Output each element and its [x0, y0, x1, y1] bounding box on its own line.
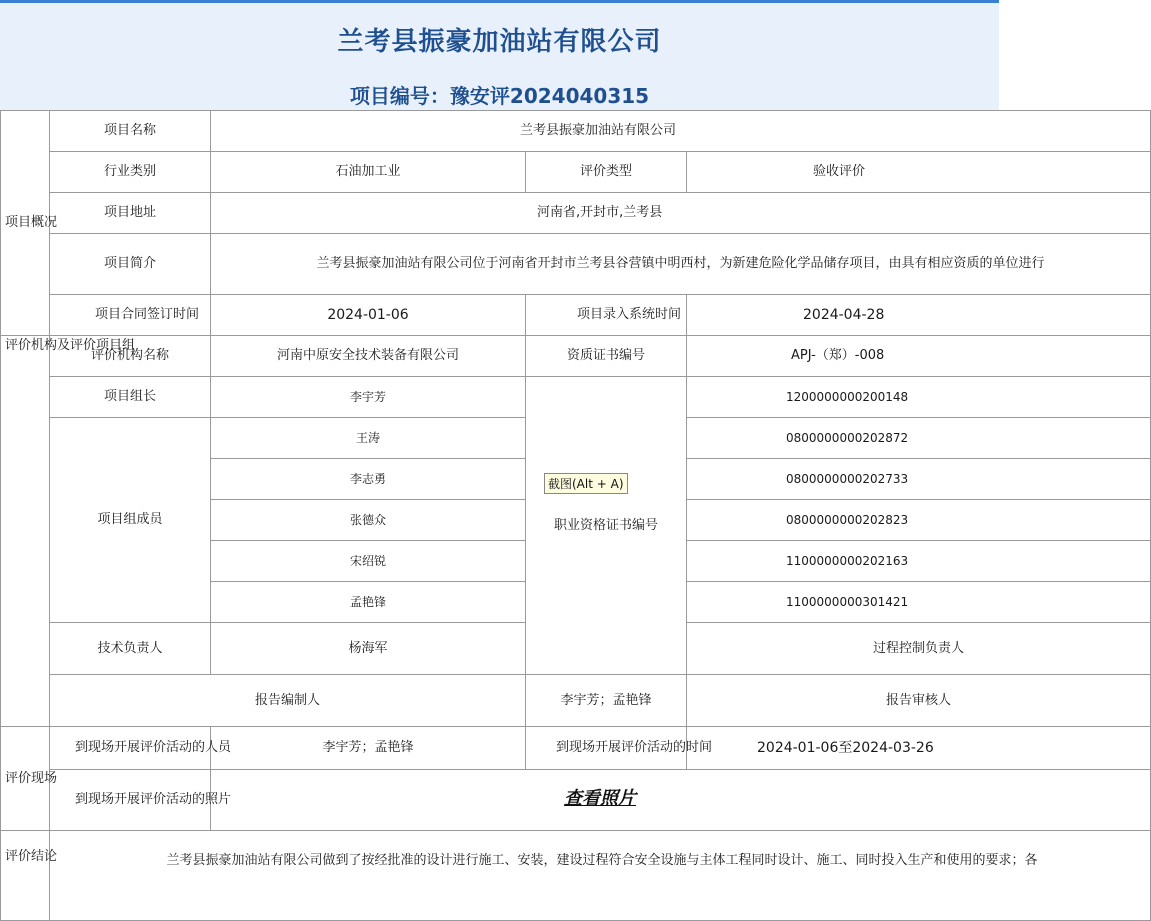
org-name-value: 河南中原安全技术装备有限公司: [211, 336, 526, 377]
project-number: 项目编号：豫安评2024040315: [349, 84, 650, 108]
site-people-value: 李宇芳；孟艳锋: [211, 727, 526, 770]
site-time-value: 2024-01-06至2024-03-26: [687, 727, 1151, 770]
member-cert: 0800000000202823: [687, 500, 1151, 541]
cert-value: APJ-（郑）-008: [687, 336, 1151, 377]
member-name: 孟艳锋: [211, 582, 526, 623]
org-name-label: 评价机构名称: [50, 336, 211, 377]
member-name: 宋绍锐: [211, 541, 526, 582]
tech-lead-value: 杨海军: [211, 623, 526, 675]
address-value: 河南省,开封市,兰考县: [211, 193, 1151, 234]
report-author-label: 报告编制人: [50, 675, 526, 727]
cert-label: 资质证书编号: [526, 336, 687, 377]
eval-type-value: 验收评价: [687, 152, 1151, 193]
member-cert: 1100000000301421: [687, 582, 1151, 623]
members-label: 项目组成员: [50, 418, 211, 623]
company-title: 兰考县振豪加油站有限公司: [337, 27, 662, 57]
member-cert: 1100000000202163: [687, 541, 1151, 582]
view-photos-link[interactable]: 查看照片: [564, 788, 636, 809]
page-header: [0, 0, 999, 110]
section-site: 评价现场: [1, 727, 50, 831]
conclusion-text: 兰考县振豪加油站有限公司做到了按经批准的设计进行施工、安装，建设过程符合安全设施与主体工程同时设计、施工、同时投入生产和使用的要求；各: [50, 831, 1151, 921]
member-cert: 0800000000202733: [687, 459, 1151, 500]
summary-value: 兰考县振豪加油站有限公司位于河南省开封市兰考县谷营镇中明西村，为新建危险化学品储存项目，由具有相应资质的单位进行: [211, 234, 1151, 295]
address-label: 项目地址: [50, 193, 211, 234]
leader-cert: 1200000000200148: [687, 377, 1151, 418]
contract-time-value: 2024-01-06: [211, 295, 526, 336]
leader-name: 李宇芳: [211, 377, 526, 418]
entry-time-label-text: 项目录入系统时间: [577, 307, 682, 322]
site-photo-label-text: 到现场开展评价活动的照片: [75, 792, 232, 807]
summary-label: 项目简介: [50, 234, 211, 295]
site-people-label: [50, 727, 232, 770]
entry-time-value: 2024-04-28: [687, 295, 1151, 336]
industry-label: 行业类别: [50, 152, 211, 193]
leader-label: 项目组长: [50, 377, 211, 418]
member-name: 李志勇: [211, 459, 526, 500]
screenshot-tooltip: 截图(Alt + A): [544, 473, 628, 494]
site-time-label-text: 到现场开展评价活动的时间: [556, 740, 713, 755]
site-photo-label: [50, 770, 232, 831]
qual-cert-label: 职业资格证书编号: [526, 377, 687, 675]
project-name-label: 项目名称: [50, 111, 211, 152]
section-org: 评价机构及评价项目组: [1, 336, 50, 727]
entry-time-label: [526, 295, 687, 336]
contract-time-label-text: 项目合同签订时间: [95, 307, 200, 322]
tech-lead-label: 技术负责人: [50, 623, 211, 675]
section-overview: 项目概况: [1, 111, 50, 336]
eval-type-label: 评价类型: [526, 152, 687, 193]
report-reviewer-label: 报告审核人: [687, 675, 1151, 727]
report-author-value: 李宇芳；孟艳锋: [526, 675, 687, 727]
site-people-label-text: 到现场开展评价活动的人员: [75, 740, 232, 755]
contract-time-label: [50, 295, 211, 336]
site-time-label: [526, 727, 713, 770]
member-cert: 0800000000202872: [687, 418, 1151, 459]
site-photo-cell: [211, 770, 1151, 831]
industry-value: 石油加工业: [211, 152, 526, 193]
member-name: 张德众: [211, 500, 526, 541]
project-name-value: 兰考县振豪加油站有限公司: [211, 111, 1151, 152]
process-lead-label: 过程控制负责人: [687, 623, 1151, 675]
section-conclusion: 评价结论: [1, 831, 50, 921]
member-name: 王涛: [211, 418, 526, 459]
project-info-table: [0, 110, 1151, 921]
